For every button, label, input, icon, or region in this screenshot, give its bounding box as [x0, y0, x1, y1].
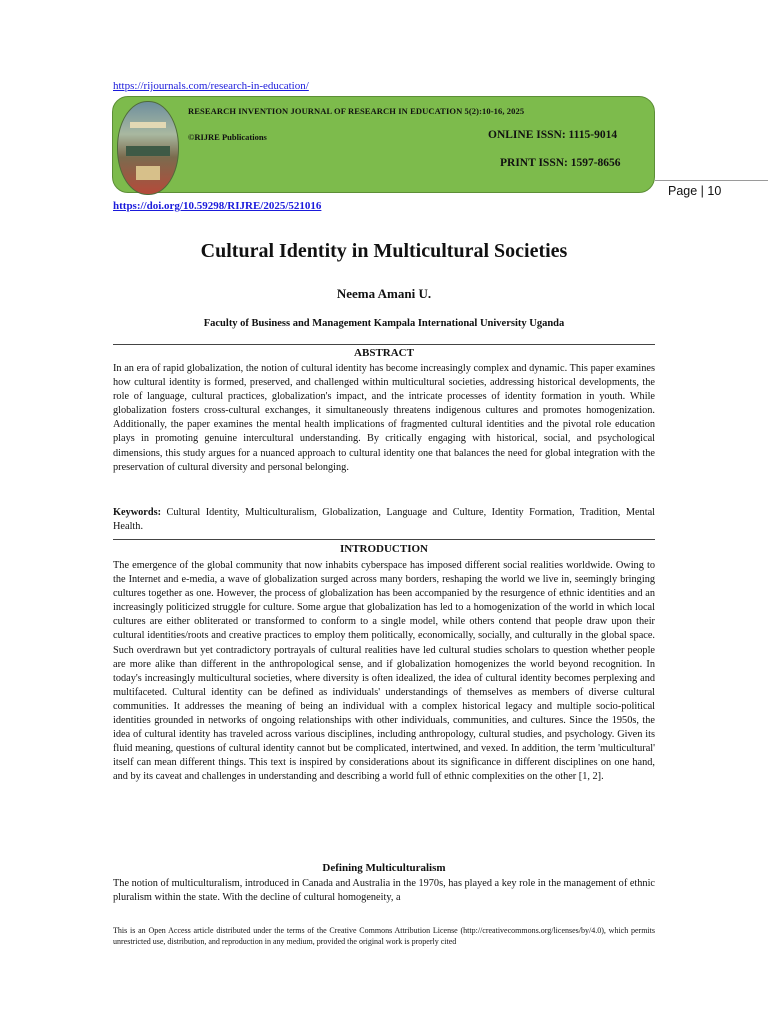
journal-name: RESEARCH INVENTION JOURNAL OF RESEARCH IN EDUCATION 5(2):10-16, 2025 — [188, 106, 525, 116]
page-number: Page | 10 — [668, 184, 722, 198]
keywords — [113, 506, 655, 534]
intro-top-rule — [113, 539, 655, 540]
doi-link[interactable]: https://doi.org/10.59298/RIJRE/2025/521016 — [113, 200, 322, 212]
keywords-label: Keywords: — [113, 507, 162, 518]
abstract-heading: ABSTRACT — [354, 347, 414, 359]
article-title: Cultural Identity in Multicultural Societies — [200, 240, 568, 262]
author-affiliation: Faculty of Business and Management Kampala International University Uganda — [203, 318, 565, 329]
online-issn: ONLINE ISSN: 1115-9014 — [488, 129, 618, 141]
journal-cover-image — [117, 101, 179, 195]
keywords-list: Cultural Identity, Multiculturalism, Globalization, Language and Culture, Identity Formation, Tradition, Mental Health. — [113, 507, 655, 533]
defining-multiculturalism-text: The notion of multiculturalism, introduced in Canada and Australia in the 1970s, has played a key role in the management of ethnic pluralism within the state. With the decline of cultural homogeneity, a — [113, 878, 655, 904]
article-author: Neema Amani U. — [336, 286, 432, 301]
introduction-heading: INTRODUCTION — [339, 543, 428, 555]
license-footer: This is an Open Access article distributed under the terms of the Creative Commons Attribution License (http://creativecommons.org/licenses/by/4.0), which permits unrestricted use, distribution, and reproduction in any medium, provided the original work is properly cited — [113, 926, 655, 946]
publisher-label: ©RIJRE Publications — [188, 132, 267, 142]
abstract-top-rule — [113, 344, 655, 345]
print-issn: PRINT ISSN: 1597-8656 — [500, 157, 621, 169]
journal-url-link[interactable]: https://rijournals.com/research-in-education/ — [113, 80, 309, 92]
defining-multiculturalism-heading: Defining Multiculturalism — [322, 862, 446, 874]
abstract-text: In an era of rapid globalization, the notion of cultural identity has become increasingly complex and dynamic. This paper examines how cultural identity is formed, preserved, and challenged within multicultural societies, addressing historical developments, the role of language, cultural practices, globalization's impact, and the intricate processes of identity formation in youth. While globalization fosters cross-cultural exchanges, it simultaneously threatens indigenous cultures and promotes homogenization. Additionally, the paper examines the mental health implications of fragmented cultural identities and the pivotal role education plays in promoting genuine intercultural understanding. By critically engaging with historical, social, and psychological dimensions, this study argues for a nuanced approach to cultural identity one that balances the need for global integration with the preservation of cultural diversity and personal belonging. — [113, 363, 655, 473]
introduction-text: The emergence of the global community that now inhabits cyberspace has imposed different social realities worldwide. Owing to the Internet and e-media, a wave of globalization surged across many borders, reshaping the world we live in, seemingly bringing cultures together as one. However, the process of globalization has been accompanied by the resurgence of ethnic identities and an increasingly politicized struggle for culture. Some argue that globalization has led to a homogenization of the world in which local cultures are either obliterated or transformed to conform to a single model, while others contend that people draw upon their cultural identities/roots and creative practices to employ them politically, economically, socially, and culturally in the global space. Such overdrawn but yet contradictory portrayals of cultural realities have led cultural studies scholars to question whether people are more alike than different in the anthropological sense, and if globalization homogenizes the world beyond recognition. In today's increasingly multicultural societies, where diversity is often idealized, the idea of cultural identity becomes perplexing and multifaceted. Cultural identity can be defined as individuals' understandings of themselves as members of diverse cultural communities. It addresses the meaning of being an individual with a complex historical legacy and multiple socio-political identities grounded in networks of ongoing relationships with other individuals, communities, and cultures. Since the 1950s, the idea of cultural identity has traveled across various disciplines, including anthropology, cultural studies, and psychology. Given its fluid meaning, questions of cultural identity cannot but be complicated, intertwined, and vexed. In addition, the term 'multicultural' itself can mean different things. This text is inspired by considerations about its significance in different disciplines on one hand, and by its caveat and challenges in understanding and describing a world full of ethnic complexities on the other [1, 2]. — [113, 560, 655, 783]
page-rule — [655, 180, 768, 181]
